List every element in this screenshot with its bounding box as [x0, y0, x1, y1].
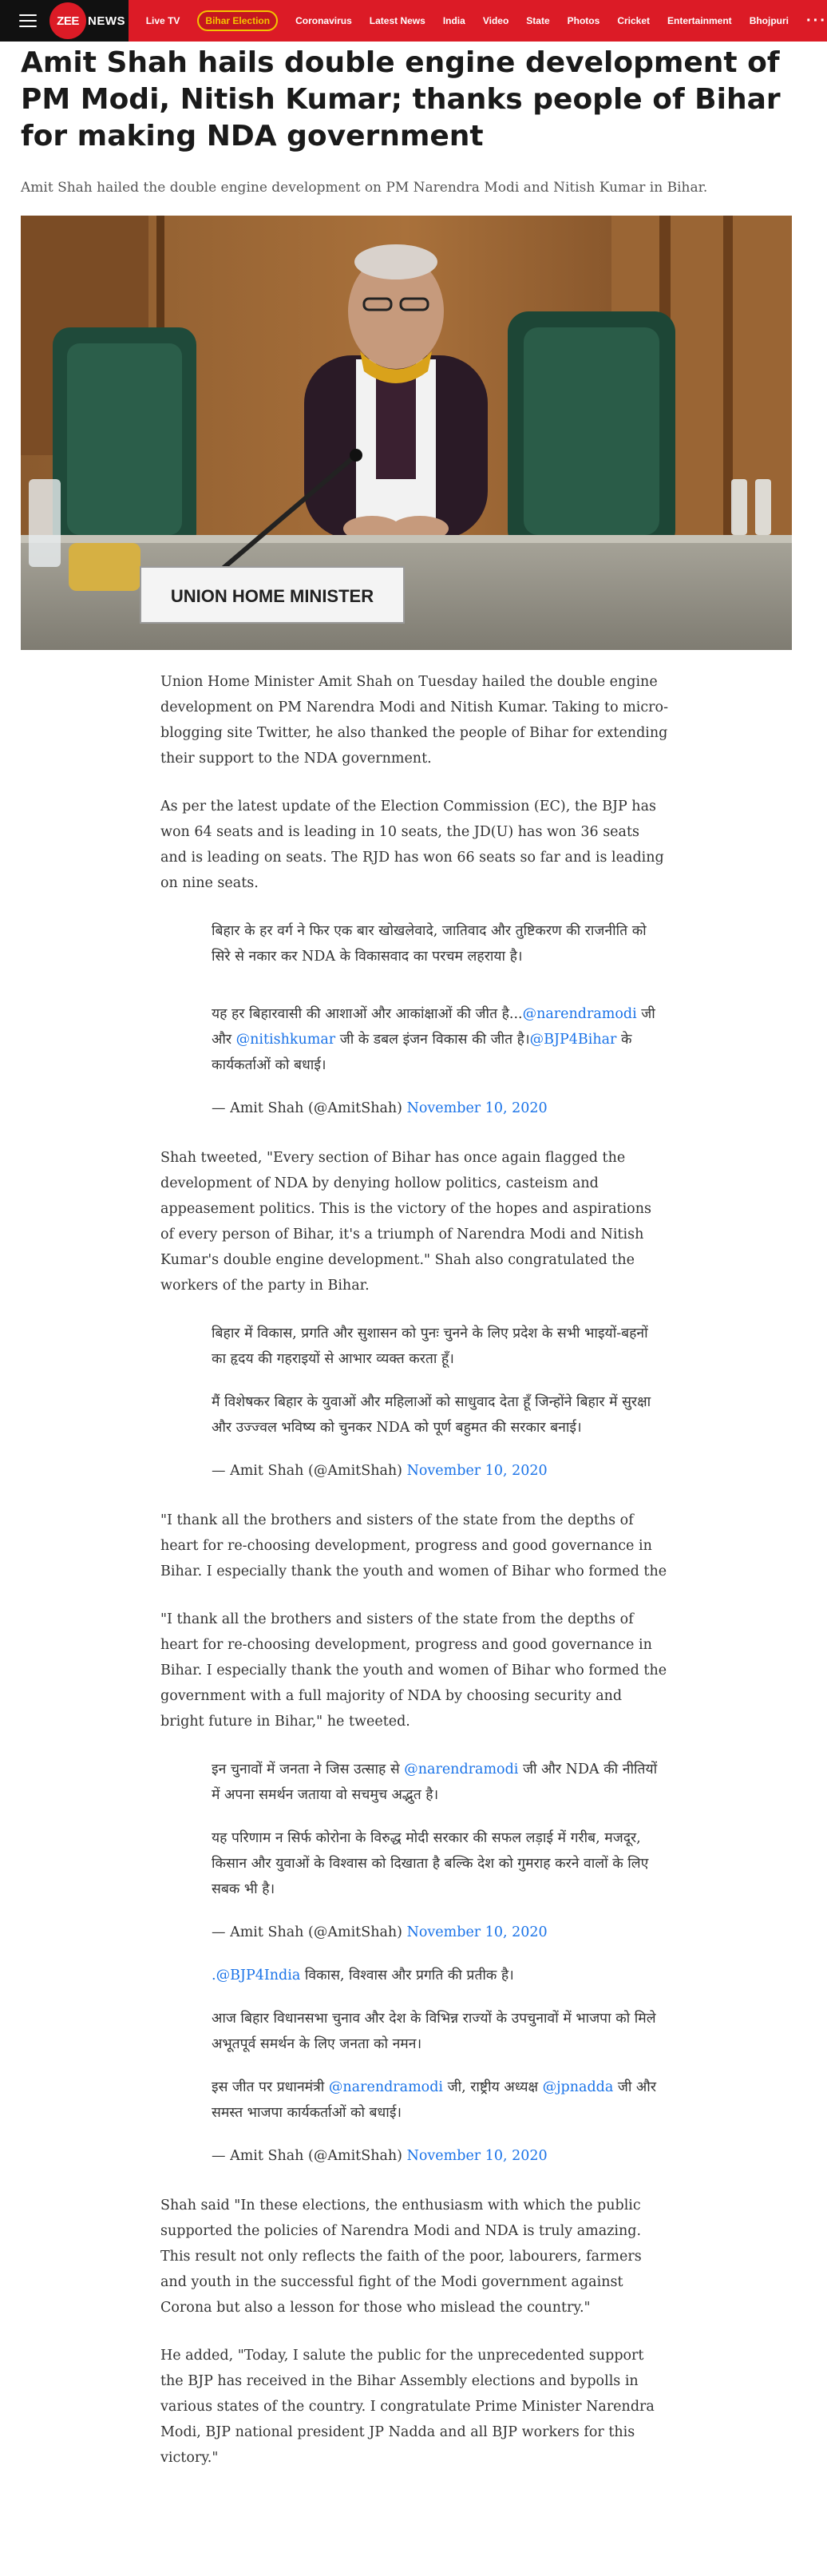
tweet-date-link[interactable]: November 10, 2020	[406, 1100, 548, 1116]
tweet-text-part: जी और	[212, 1006, 655, 1048]
tweet-text-part: इस जीत पर प्रधानमंत्री	[212, 2079, 329, 2095]
tweet-text	[212, 2075, 659, 2126]
tweet-text-part: यह हर बिहारवासी की आशाओं और आकांक्षाओं की जीत है...	[212, 1006, 523, 1022]
tweet-text: मैं विशेषकर बिहार के युवाओं और महिलाओं को साधुवाद देता हूँ जिन्होंने बिहार में सुरक्षा और उज्ज्वल भविष्य को चुनकर NDA को पूर्ण बहुमत की सरकार बनाई।	[212, 1394, 651, 1436]
site-logo[interactable]	[49, 2, 125, 39]
tweet-signature	[212, 1096, 659, 1121]
menu-icon[interactable]	[19, 14, 37, 27]
tweet-text: आज बिहार विधानसभा चुनाव और देश के विभिन्न राज्यों के उपचुनावों में भाजपा को मिले अभूतपूर्व समर्थन के लिए जनता को नमन।	[212, 2011, 656, 2052]
tweet-text: बिहार के हर वर्ग ने फिर एक बार खोखलेवादे, जातिवाद और तुष्टिकरण की राजनीति को सिरे से नकार कर NDA के विकासवाद का परचम लहराया है।	[212, 923, 647, 965]
embedded-tweet-1	[212, 918, 659, 1121]
mention-link[interactable]: .@BJP4India	[212, 1968, 301, 1984]
mention-link[interactable]: @narendramodi	[328, 2079, 444, 2095]
paragraph-6: Shah said "In these elections, the enthusiasm with which the public supported the policies of Narendra Modi and NDA is truly amazing. This result not only reflects the faith of the poor, labourers, farmers and youth in the successful fight of the Modi government against Corona but also a lesson for those who mislead the country."	[160, 2198, 642, 2316]
nav-india[interactable]: India	[442, 15, 465, 26]
mention-link[interactable]: @narendramodi	[522, 1006, 637, 1022]
mention-link[interactable]: @narendramodi	[404, 1762, 519, 1777]
tweet-signature	[212, 1458, 659, 1484]
name-plate-text: UNION HOME MINISTER	[170, 586, 374, 606]
nav-video[interactable]: Video	[482, 15, 509, 26]
embedded-tweet-2	[212, 1321, 659, 1484]
tweet-date-link[interactable]: November 10, 2020	[406, 1463, 548, 1479]
paragraph-2: As per the latest update of the Election Commission (EC), the BJP has won 64 seats and is leading in 10 seats, the JD(U) has won 36 seats and is leading on seats. The RJD has won 66 seats so far and is leading on nine seats.	[160, 799, 664, 891]
mention-link[interactable]: @jpnadda	[542, 2079, 614, 2095]
tweet-text: यह परिणाम न सिर्फ कोरोना के विरुद्ध मोदी सरकार की सफल लड़ाई में गरीब, मजदूर, किसान और युवाओं के विश्वास को दिखाता है बल्कि देश को गुमराह करने वालों के लिए सबक भी है।	[212, 1830, 649, 1897]
tweet-author: — Amit Shah (@AmitShah)	[212, 1924, 407, 1940]
nav-state[interactable]: State	[526, 15, 550, 26]
paragraph-3: Shah tweeted, "Every section of Bihar has once again flagged the development of NDA by denying hollow politics, casteism and appeasement politics. This is the victory of the hopes and aspirations of every person of Bihar, it's a triumph of Narendra Modi and Nitish Kumar's double engine development." Shah also congratulated the workers of the party in Bihar.	[160, 1150, 651, 1294]
top-navigation-bar	[0, 0, 827, 42]
embedded-tweet-4	[212, 1963, 659, 2169]
article-summary: Amit Shah hailed the double engine development on PM Narendra Modi and Nitish Kumar in Bihar.	[21, 180, 708, 196]
tweet-signature	[212, 1920, 659, 1945]
tweet-text-part: जी और NDA की नीतियों में अपना समर्थन जताया वो सचमुच अद्भुत है।	[212, 1762, 658, 1803]
article-hero-image	[21, 216, 792, 650]
main-nav	[129, 0, 827, 42]
tweet-text-part: जी, राष्ट्रीय अध्यक्ष	[443, 2079, 543, 2095]
tweet-text	[212, 1001, 659, 1078]
article-title: Amit Shah hails double engine development of PM Modi, Nitish Kumar; thanks people of Bihar for making NDA government	[21, 46, 781, 153]
nav-entertainment[interactable]: Entertainment	[667, 15, 732, 26]
paragraph-4: "I thank all the brothers and sisters of the state from the depths of heart for re-choosing development, progress and good governance in Bihar. I especially thank the youth and women of Bihar who formed the	[160, 1512, 667, 1579]
paragraph-1: Union Home Minister Amit Shah on Tuesday hailed the double engine development on PM Narendra Modi and Nitish Kumar. Taking to micro-blogging site Twitter, he also thanked the people of Bihar for extending their support to the NDA government.	[160, 674, 668, 767]
nav-bhojpuri[interactable]: Bhojpuri	[749, 15, 789, 26]
embedded-tweet-3	[212, 1757, 659, 1945]
tweet-date-link[interactable]: November 10, 2020	[406, 2148, 548, 2164]
tweet-text-part: इन चुनावों में जनता ने जिस उत्साह से	[212, 1762, 405, 1777]
tweet-text	[212, 1757, 659, 1808]
tweet-author: — Amit Shah (@AmitShah)	[212, 1100, 407, 1116]
tweet-text-part: के कार्यकर्ताओं को बधाई।	[212, 1032, 632, 1073]
brand-area	[0, 0, 129, 42]
tweet-author: — Amit Shah (@AmitShah)	[212, 1463, 407, 1479]
article-body	[160, 669, 668, 2493]
nav-live-tv[interactable]: Live TV	[145, 15, 180, 26]
logo-wordmark: NEWS	[88, 14, 125, 28]
tweet-date-link[interactable]: November 10, 2020	[406, 1924, 548, 1940]
tweet-text-part: जी के डबल इंजन विकास की जीत है।	[335, 1032, 530, 1048]
tweet-text-part: जी और समस्त भाजपा कार्यकर्ताओं को बधाई।	[212, 2079, 656, 2121]
nav-coronavirus[interactable]: Coronavirus	[295, 15, 352, 26]
more-icon[interactable]: ···	[806, 11, 827, 30]
paragraph-5: "I thank all the brothers and sisters of the state from the depths of heart for re-choosing development, progress and good governance in Bihar. I especially thank the youth and women of Bihar who formed the government with a full majority of NDA by choosing security and bright future in Bihar," he tweeted.	[160, 1611, 667, 1730]
mention-link[interactable]: @BJP4Bihar	[529, 1032, 617, 1048]
tweet-text	[212, 1963, 659, 1988]
nav-latest-news[interactable]: Latest News	[369, 15, 425, 26]
tweet-text-part: विकास, विश्वास और प्रगति की प्रतीक है।	[300, 1968, 514, 1984]
paragraph-7: He added, "Today, I salute the public for the unprecedented support the BJP has received in the Bihar Assembly elections and bypolls in various states of the country. I congratulate Prime Minister Narendra Modi, BJP national president JP Nadda and all BJP workers for this victory."	[160, 2348, 655, 2466]
logo-mark: ZEE	[49, 2, 86, 39]
nav-bihar-election[interactable]: Bihar Election	[197, 10, 278, 31]
tweet-author: — Amit Shah (@AmitShah)	[212, 2148, 407, 2164]
tweet-signature	[212, 2143, 659, 2169]
tweet-text: बिहार में विकास, प्रगति और सुशासन को पुनः चुनने के लिए प्रदेश के सभी भाइयों-बहनों का हृदय की गहराइयों से आभार व्यक्त करता हूँ।	[212, 1326, 648, 1367]
nav-photos[interactable]: Photos	[567, 15, 600, 26]
nav-cricket[interactable]: Cricket	[617, 15, 650, 26]
mention-link[interactable]: @nitishkumar	[235, 1032, 336, 1048]
